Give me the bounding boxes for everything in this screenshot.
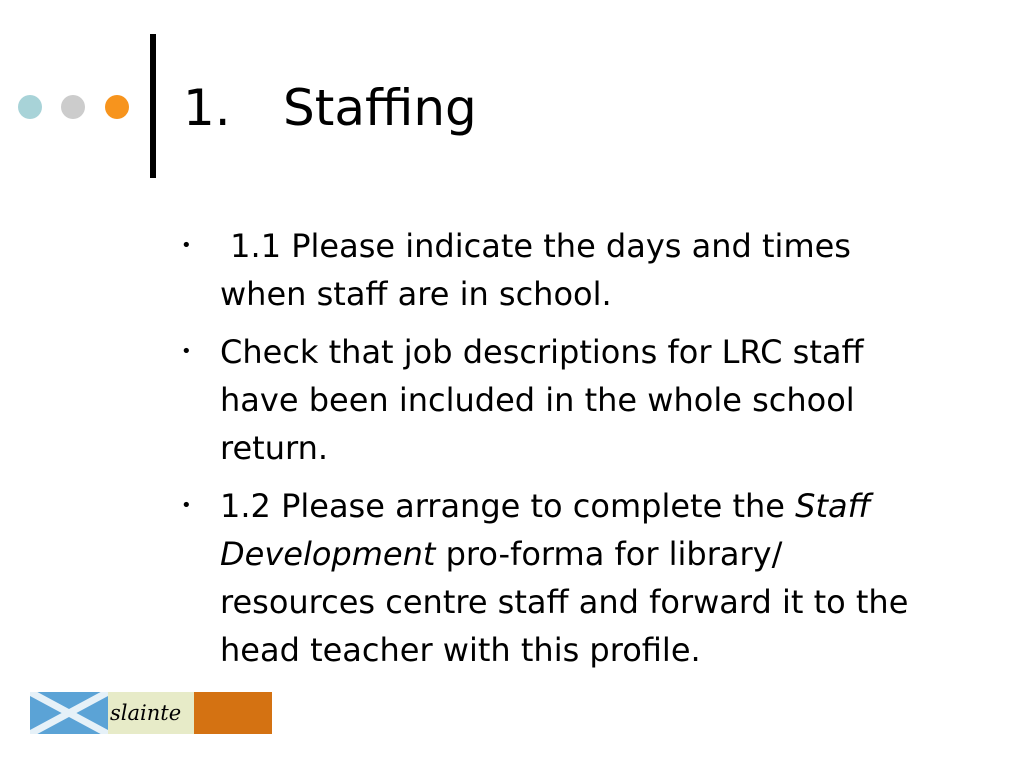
bullet-item xyxy=(181,328,941,472)
bullet-text-end: pro-forma for library/ resources centre staff and forward it to the head teacher with this profile. xyxy=(220,535,919,669)
bullet-list xyxy=(181,222,941,684)
bullet-marker: • xyxy=(181,341,192,362)
bullet-item xyxy=(181,482,941,674)
decorative-dot-teal xyxy=(18,95,42,119)
slide-title xyxy=(183,76,477,140)
bullet-text-italic: Staff Development xyxy=(220,487,871,573)
bullet-marker: • xyxy=(181,235,192,256)
bullet-text: Check that job descriptions for LRC staff have been included in the whole school return. xyxy=(220,333,864,467)
decorative-dot-grey xyxy=(61,95,85,119)
logo-orange-block xyxy=(194,692,272,734)
title-text: Staffing xyxy=(283,79,477,137)
title-number: 1. xyxy=(183,79,231,137)
logo-wordmark: slainte xyxy=(108,692,194,734)
decorative-dot-orange xyxy=(105,95,129,119)
slainte-logo xyxy=(30,692,272,734)
bullet-marker: • xyxy=(181,495,192,516)
title-divider xyxy=(150,34,156,178)
bullet-text: 1.1 Please indicate the days and times when staff are in school. xyxy=(220,227,862,313)
bullet-text-start: 1.2 Please arrange to complete the xyxy=(220,487,796,525)
saltire-flag-icon xyxy=(30,692,108,734)
bullet-item xyxy=(181,222,941,318)
